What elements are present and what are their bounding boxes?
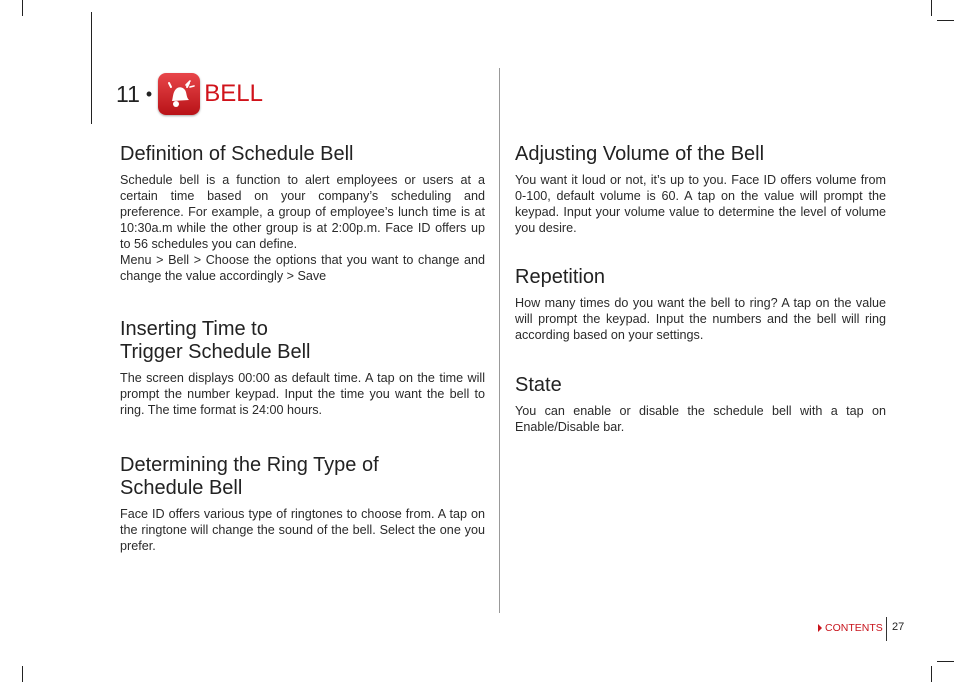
crop-mark <box>937 20 954 21</box>
chapter-header <box>116 70 263 118</box>
bell-icon <box>158 73 200 115</box>
section-body: You want it loud or not, it’s up to you. Face ID offers volume from 0-100, default volume is 60. A tap on the value will prompt the keypad. Input your volume value to determine the level of volume you desire. <box>515 173 886 235</box>
section-repetition <box>515 266 886 343</box>
section-ring-type <box>120 454 485 554</box>
chapter-number: 11 <box>116 80 140 107</box>
column-divider <box>499 68 500 613</box>
crop-mark <box>931 666 932 682</box>
margin-rule <box>91 12 92 124</box>
section-heading: Repetition <box>515 266 606 288</box>
heading-line: Inserting Time to <box>120 318 268 340</box>
heading-line: Schedule Bell <box>120 477 243 499</box>
chapter-separator: • <box>145 83 153 104</box>
section-body: Schedule bell is a function to alert employees or users at a certain time based on your company’s scheduling and preference. For example, a group of employee’s lunch time is at 10:30a.m while the other group is at 2:00p.m. Face ID offers up to 56 schedules you can define. <box>120 173 485 251</box>
crop-mark <box>22 0 23 16</box>
contents-link[interactable] <box>818 622 883 634</box>
section-heading: State <box>515 374 562 396</box>
page-number-divider <box>886 617 887 641</box>
section-heading <box>120 318 485 364</box>
contents-label: CONTENTS <box>825 622 883 634</box>
crop-mark <box>931 0 932 16</box>
section-volume <box>515 143 886 236</box>
arrow-right-icon <box>818 624 822 632</box>
section-heading: Adjusting Volume of the Bell <box>515 143 765 165</box>
heading-line: Trigger Schedule Bell <box>120 341 311 363</box>
section-heading: Definition of Schedule Bell <box>120 143 354 165</box>
section-definition <box>120 143 485 284</box>
section-state <box>515 374 886 435</box>
crop-mark <box>937 661 954 662</box>
section-body: Face ID offers various type of ringtones to choose from. A tap on the ringtone will change the sound of the bell. Select the one you prefer. <box>120 507 485 553</box>
heading-line: Determining the Ring Type of <box>120 454 379 476</box>
section-body: The screen displays 00:00 as default time. A tap on the time will prompt the number keypad. Input the time you want the bell to ring. The time format is 24:00 hours. <box>120 371 485 417</box>
section-body-path: Menu > Bell > Choose the options that you want to change and change the value accordingly > Save <box>120 253 485 283</box>
section-inserting-time <box>120 318 485 418</box>
chapter-title: BELL <box>204 80 263 107</box>
page-number: 27 <box>892 621 905 633</box>
section-body: How many times do you want the bell to ring? A tap on the value will prompt the keypad. Input the numbers and the bell will ring according based on your settings. <box>515 296 886 342</box>
crop-mark <box>22 666 23 682</box>
section-heading <box>120 454 485 500</box>
section-body: You can enable or disable the schedule bell with a tap on Enable/Disable bar. <box>515 404 886 434</box>
